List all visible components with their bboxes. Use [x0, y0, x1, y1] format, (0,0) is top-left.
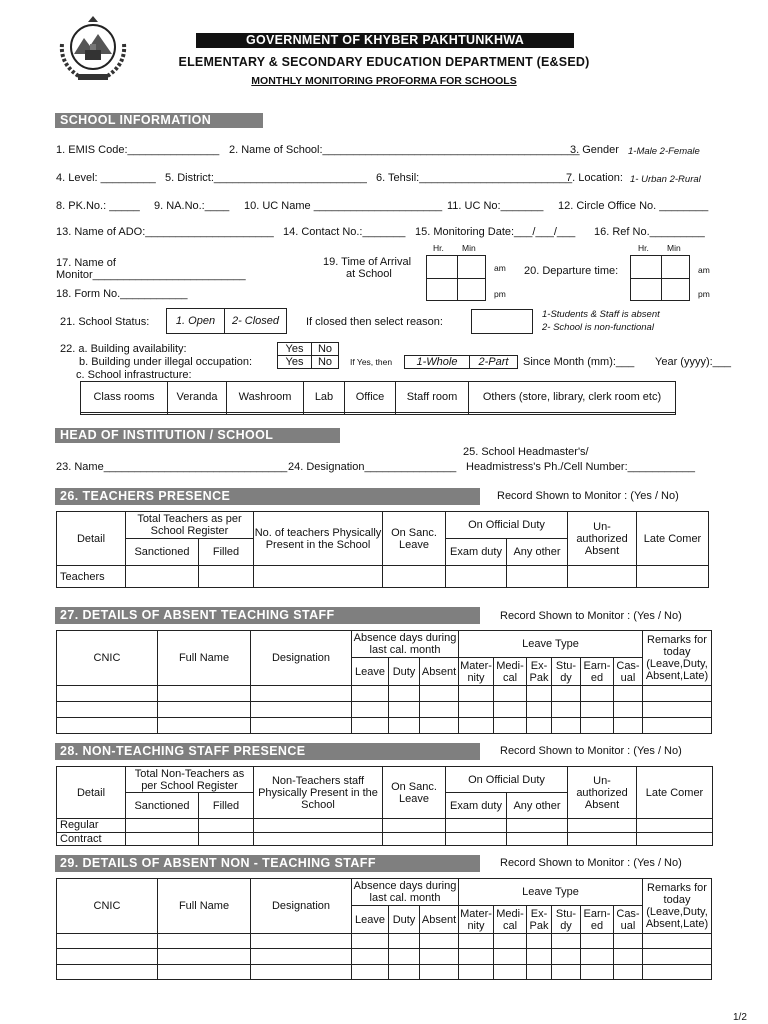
leave-type-subheader: Stu-dy [552, 906, 581, 934]
table-cell[interactable] [254, 819, 383, 833]
table-cell[interactable] [527, 686, 552, 702]
departure-am-min-cell[interactable] [662, 256, 690, 279]
nonteaching-exam-header: Exam duty [446, 793, 507, 819]
table-cell[interactable] [446, 819, 507, 833]
infrastructure-cell[interactable] [304, 412, 345, 414]
table-cell[interactable] [459, 702, 494, 718]
table-cell[interactable] [420, 964, 459, 979]
teachers-presence-table [56, 511, 709, 588]
monitor-name-label: 17. Name of [56, 257, 116, 269]
table-cell[interactable] [507, 832, 568, 846]
table-cell[interactable] [57, 702, 158, 718]
page-number: 1/2 [733, 1012, 747, 1023]
table-cell[interactable] [420, 934, 459, 949]
table-cell[interactable] [494, 718, 527, 734]
infrastructure-table [80, 381, 676, 415]
table-cell[interactable] [637, 819, 713, 833]
leave-type-subheader: Cas-ual [614, 906, 643, 934]
school-status-label: 21. School Status: [60, 316, 150, 328]
leave-type-subheader: Mater-nity [460, 659, 492, 684]
building-yes-no-grid[interactable] [277, 342, 339, 369]
teachers-official-duty-header: On Official Duty [446, 512, 568, 539]
table-cell[interactable] [57, 934, 158, 949]
closed-reason-label: If closed then select reason: [306, 316, 443, 328]
table-cell[interactable] [126, 832, 199, 846]
table-cell[interactable] [552, 686, 581, 702]
table-cell[interactable] [446, 832, 507, 846]
infrastructure-col-header: Staff room [396, 382, 469, 413]
duty-subheader: Duty [389, 658, 420, 686]
table-cell[interactable] [614, 964, 643, 979]
table-cell[interactable] [552, 949, 581, 964]
table-cell[interactable] [420, 702, 459, 718]
table-cell[interactable] [568, 832, 637, 846]
absence-days-header: Absence days during last cal. month [352, 879, 459, 906]
nonteaching-official-header: On Official Duty [446, 767, 568, 793]
table-cell[interactable] [459, 949, 494, 964]
absence-days-header: Absence days during last cal. month [352, 631, 459, 658]
table-cell[interactable] [420, 949, 459, 964]
designation-header: Designation [251, 879, 352, 934]
full-name-header: Full Name [158, 631, 251, 686]
table-cell[interactable] [158, 934, 251, 949]
infrastructure-col-header: Veranda [168, 382, 227, 413]
head-name-field[interactable]: 23. Name______________________________ [56, 461, 288, 473]
designation-header: Designation [251, 631, 352, 686]
table-cell[interactable] [57, 949, 158, 964]
leave-type-subheader: Ex-Pak [527, 658, 552, 686]
teachers-unauthorized-header: Un-authorized Absent [568, 512, 637, 566]
closed-reason-box[interactable] [471, 309, 533, 334]
government-title: GOVERNMENT OF KHYBER PAKHTUNKHWA [196, 33, 574, 48]
leave-type-header: Leave Type [459, 879, 643, 906]
leave-type-subheader: Ex-Pak [527, 906, 552, 934]
absent-teaching-table [56, 630, 712, 734]
ado-name-field[interactable]: 13. Name of ADO:_____________________ [56, 226, 274, 238]
duty-subheader: Duty [389, 906, 420, 934]
table-cell[interactable] [581, 964, 614, 979]
whole-option[interactable]: 1-Whole [405, 356, 470, 369]
school-name-field[interactable]: 2. Name of School:__________________________________________ [229, 144, 580, 156]
table-cell[interactable] [643, 686, 712, 702]
table-cell[interactable] [614, 686, 643, 702]
table-cell[interactable] [446, 566, 507, 588]
table-cell[interactable] [389, 934, 420, 949]
headmaster-label: 25. School Headmaster's/ [463, 446, 589, 458]
occupation-extent-options[interactable] [404, 355, 518, 369]
location-label: 7. Location: [566, 172, 623, 184]
occupation-yes-option[interactable]: Yes [278, 356, 312, 369]
form-subtitle: MONTHLY MONITORING PROFORMA FOR SCHOOLS [251, 75, 517, 87]
section-absent-nonteaching-staff: 29. DETAILS OF ABSENT NON - TEACHING STAFF [55, 855, 480, 872]
building-availability-label: 22. a. Building availability: [60, 343, 187, 355]
table-cell[interactable] [494, 949, 527, 964]
location-options[interactable]: 1- Urban 2-Rural [630, 174, 701, 185]
contract-row-label: Contract [57, 832, 126, 846]
table-cell[interactable] [581, 718, 614, 734]
table-cell[interactable] [568, 566, 637, 588]
nonteaching-sanc-leave-header: On Sanc. Leave [383, 767, 446, 819]
leave-type-header: Leave Type [459, 631, 643, 658]
nonteaching-total-header: Total Non-Teachers as per School Register [126, 767, 254, 793]
nonteaching-other-header: Any other [507, 793, 568, 819]
infrastructure-cell[interactable] [81, 412, 168, 414]
infrastructure-cell[interactable] [345, 412, 396, 414]
table-cell[interactable] [158, 964, 251, 979]
table-cell[interactable] [251, 686, 352, 702]
table-cell[interactable] [568, 819, 637, 833]
arrival-pm-label: pm [494, 289, 506, 299]
table-cell[interactable] [643, 718, 712, 734]
nonteaching-present-header: Non-Teachers staff Physically Present in the School [254, 767, 383, 819]
part-option[interactable]: 2-Part [470, 356, 518, 369]
table-cell[interactable] [552, 934, 581, 949]
leave-type-subheader: Medi-cal [494, 906, 527, 934]
circle-office-field[interactable]: 12. Circle Office No. ________ [558, 200, 709, 212]
departure-time-grid[interactable] [630, 255, 690, 301]
table-cell[interactable] [494, 686, 527, 702]
departure-am-label: am [698, 265, 710, 275]
leave-subheader: Leave [352, 906, 389, 934]
arrival-am-label: am [494, 263, 506, 273]
contact-no-field[interactable]: 14. Contact No.:_______ [283, 226, 406, 238]
arrival-hr-label: Hr. [433, 243, 444, 253]
reason-option-1: 1-Students & Staff is absent [542, 309, 660, 320]
table-cell[interactable] [552, 964, 581, 979]
head-designation-field[interactable]: 24. Designation_______________ [288, 461, 457, 473]
reason-option-2: 2- School is non-functional [542, 322, 654, 333]
status-open-option[interactable]: 1. Open [167, 309, 225, 334]
leave-type-subheader: Earn-ed [581, 906, 614, 934]
infrastructure-cell[interactable] [396, 412, 469, 414]
departure-pm-label: pm [698, 289, 710, 299]
arrival-am-min-cell[interactable] [458, 256, 486, 279]
table-cell[interactable] [494, 964, 527, 979]
absent-teaching-record-shown[interactable]: Record Shown to Monitor : (Yes / No) [500, 610, 682, 622]
ref-no-field[interactable]: 16. Ref No._________ [594, 226, 705, 238]
table-cell[interactable] [527, 934, 552, 949]
pk-no-field[interactable]: 8. PK.No.: _____ [56, 200, 140, 212]
table-cell[interactable] [199, 819, 254, 833]
uc-no-field[interactable]: 11. UC No:_______ [447, 200, 544, 212]
uc-name-field[interactable]: 10. UC Name _____________________ [244, 200, 443, 212]
nonteaching-detail-header: Detail [57, 767, 126, 819]
building-yes-option[interactable]: Yes [278, 343, 312, 356]
table-cell[interactable] [57, 686, 158, 702]
emis-code-field[interactable]: 1. EMIS Code:_______________ [56, 144, 220, 156]
table-cell[interactable] [459, 686, 494, 702]
monitor-name-field[interactable]: Monitor_________________________ [56, 269, 246, 281]
table-cell[interactable] [383, 566, 446, 588]
table-cell[interactable] [251, 718, 352, 734]
table-cell[interactable] [643, 964, 712, 979]
table-cell[interactable] [614, 949, 643, 964]
teachers-total-header: Total Teachers as per School Register [126, 512, 254, 539]
table-cell[interactable] [581, 949, 614, 964]
table-cell[interactable] [199, 566, 254, 588]
remarks-header: Remarks for today (Leave,Duty, Absent,Late) [643, 631, 712, 686]
nonteaching-filled-header: Filled [199, 793, 254, 819]
table-cell[interactable] [251, 934, 352, 949]
absent-nonteaching-record-shown[interactable]: Record Shown to Monitor : (Yes / No) [500, 857, 682, 869]
table-cell[interactable] [352, 934, 389, 949]
teachers-row-label: Teachers [57, 566, 126, 588]
teachers-sanctioned-header: Sanctioned [126, 539, 199, 566]
departure-min-label: Min [667, 243, 681, 253]
leave-type-subheader: Medi-cal [494, 658, 527, 686]
table-cell[interactable] [527, 964, 552, 979]
table-cell[interactable] [352, 702, 389, 718]
table-cell[interactable] [254, 832, 383, 846]
table-cell[interactable] [352, 964, 389, 979]
arrival-pm-hr-cell[interactable] [427, 278, 458, 301]
table-cell[interactable] [251, 702, 352, 718]
infrastructure-col-header: Washroom [227, 382, 304, 413]
absent-nonteaching-table [56, 878, 712, 980]
absent-subheader: Absent [420, 658, 459, 686]
table-cell[interactable] [527, 949, 552, 964]
nonteaching-record-shown[interactable]: Record Shown to Monitor : (Yes / No) [500, 745, 682, 757]
table-cell[interactable] [552, 718, 581, 734]
table-cell[interactable] [126, 819, 199, 833]
infrastructure-label: c. School infrastructure: [76, 369, 192, 381]
occupation-no-option[interactable]: No [311, 356, 338, 369]
table-cell[interactable] [643, 702, 712, 718]
table-cell[interactable] [459, 934, 494, 949]
table-cell[interactable] [507, 819, 568, 833]
infrastructure-col-header: Lab [304, 382, 345, 413]
arrival-min-label: Min [462, 243, 476, 253]
table-cell[interactable] [581, 686, 614, 702]
departure-hr-label: Hr. [638, 243, 649, 253]
absent-subheader: Absent [420, 906, 459, 934]
departure-time-label: 20. Departure time: [524, 265, 619, 277]
leave-type-subheader: Earn-ed [581, 658, 614, 686]
table-cell[interactable] [352, 718, 389, 734]
leave-type-subheader: Stu-dy [552, 658, 581, 686]
leave-type-subheader: Cas-ual [614, 658, 643, 686]
nonteaching-presence-table [56, 766, 713, 846]
nonteaching-sanctioned-header: Sanctioned [126, 793, 199, 819]
teachers-filled-header: Filled [199, 539, 254, 566]
since-year-field[interactable]: Year (yyyy):___ [655, 356, 732, 368]
monitoring-date-field[interactable]: 15. Monitoring Date:___/___/___ [415, 226, 576, 238]
arrival-time-grid[interactable] [426, 255, 486, 301]
section-nonteaching-presence: 28. NON-TEACHING STAFF PRESENCE [55, 743, 480, 760]
table-cell[interactable] [581, 934, 614, 949]
table-cell[interactable] [158, 718, 251, 734]
table-cell[interactable] [494, 934, 527, 949]
table-cell[interactable] [126, 566, 199, 588]
regular-row-label: Regular [57, 819, 126, 833]
table-cell[interactable] [507, 566, 568, 588]
department-title: ELEMENTARY & SECONDARY EDUCATION DEPARTMENT (E&SED) [178, 55, 590, 69]
table-cell[interactable] [352, 949, 389, 964]
building-no-option[interactable]: No [311, 343, 338, 356]
departure-pm-min-cell[interactable] [662, 278, 690, 301]
table-cell[interactable] [420, 718, 459, 734]
arrival-time-label-2: at School [346, 268, 392, 280]
table-cell[interactable] [552, 702, 581, 718]
table-cell[interactable] [494, 702, 527, 718]
table-cell[interactable] [643, 934, 712, 949]
remarks-header: Remarks for today (Leave,Duty, Absent,Late) [643, 879, 712, 934]
table-cell[interactable] [251, 964, 352, 979]
table-cell[interactable] [254, 566, 383, 588]
gender-options[interactable]: 1-Male 2-Female [628, 146, 700, 157]
table-cell[interactable] [581, 702, 614, 718]
infrastructure-cell[interactable] [227, 412, 304, 414]
gender-label: 3. Gender [570, 144, 619, 156]
if-yes-label: If Yes, then [350, 357, 393, 367]
section-teachers-presence: 26. TEACHERS PRESENCE [55, 488, 480, 505]
infrastructure-col-header: Class rooms [81, 382, 168, 413]
table-cell[interactable] [614, 934, 643, 949]
illegal-occupation-label: b. Building under illegal occupation: [79, 356, 253, 368]
nonteaching-late-header: Late Comer [637, 767, 713, 819]
infrastructure-cell[interactable] [168, 412, 227, 414]
teachers-present-header: No. of teachers Physically Present in the School [254, 512, 383, 566]
infrastructure-col-header: Others (store, library, clerk room etc) [469, 382, 676, 413]
teachers-late-header: Late Comer [637, 512, 709, 566]
section-absent-teaching-staff: 27. DETAILS OF ABSENT TEACHING STAFF [55, 607, 480, 624]
departure-pm-hr-cell[interactable] [631, 278, 662, 301]
teachers-record-shown[interactable]: Record Shown to Monitor : (Yes / No) [497, 490, 679, 502]
table-cell[interactable] [389, 686, 420, 702]
cnic-header: CNIC [57, 631, 158, 686]
table-cell[interactable] [352, 686, 389, 702]
na-no-field[interactable]: 9. NA.No.:____ [154, 200, 230, 212]
leave-type-subheader: Mater-nity [460, 907, 492, 932]
table-cell[interactable] [643, 949, 712, 964]
form-no-field[interactable]: 18. Form No.___________ [56, 288, 188, 300]
arrival-time-label: 19. Time of Arrival [323, 256, 412, 268]
district-field[interactable]: 5. District:_________________________ [165, 172, 367, 184]
table-cell[interactable] [383, 819, 446, 833]
teachers-exam-header: Exam duty [446, 539, 507, 566]
table-cell[interactable] [459, 718, 494, 734]
full-name-header: Full Name [158, 879, 251, 934]
table-cell[interactable] [57, 964, 158, 979]
school-status-options[interactable] [166, 308, 287, 334]
infrastructure-col-header: Office [345, 382, 396, 413]
section-school-information: SCHOOL INFORMATION [55, 113, 263, 128]
table-cell[interactable] [389, 964, 420, 979]
since-month-field[interactable]: Since Month (mm):___ [523, 356, 635, 368]
table-cell[interactable] [420, 686, 459, 702]
table-cell[interactable] [389, 949, 420, 964]
table-cell[interactable] [459, 964, 494, 979]
table-cell[interactable] [527, 702, 552, 718]
table-cell[interactable] [527, 718, 552, 734]
status-closed-option[interactable]: 2- Closed [225, 309, 287, 334]
table-cell[interactable] [251, 949, 352, 964]
table-cell[interactable] [637, 832, 713, 846]
departure-am-hr-cell[interactable] [631, 256, 662, 279]
teachers-sanc-leave-header: On Sanc. Leave [383, 512, 446, 566]
table-cell[interactable] [614, 718, 643, 734]
teachers-detail-header: Detail [57, 512, 126, 566]
infrastructure-cell[interactable] [469, 412, 676, 414]
teachers-other-header: Any other [507, 539, 568, 566]
leave-subheader: Leave [352, 658, 389, 686]
table-cell[interactable] [158, 949, 251, 964]
table-cell[interactable] [158, 702, 251, 718]
arrival-am-hr-cell[interactable] [427, 256, 458, 279]
table-cell[interactable] [158, 686, 251, 702]
table-cell[interactable] [389, 718, 420, 734]
table-cell[interactable] [383, 832, 446, 846]
table-cell[interactable] [389, 702, 420, 718]
tehsil-field[interactable]: 6. Tehsil:_________________________ [376, 172, 573, 184]
table-cell[interactable] [614, 702, 643, 718]
table-cell[interactable] [57, 718, 158, 734]
arrival-pm-min-cell[interactable] [458, 278, 486, 301]
level-field[interactable]: 4. Level: _________ [56, 172, 156, 184]
cnic-header: CNIC [57, 879, 158, 934]
head-phone-field[interactable]: Headmistress's Ph./Cell Number:___________ [466, 461, 695, 473]
table-cell[interactable] [637, 566, 709, 588]
nonteaching-unauthorized-header: Un-authorized Absent [568, 767, 637, 819]
table-cell[interactable] [199, 832, 254, 846]
section-head-of-institution: HEAD OF INSTITUTION / SCHOOL [55, 428, 340, 443]
